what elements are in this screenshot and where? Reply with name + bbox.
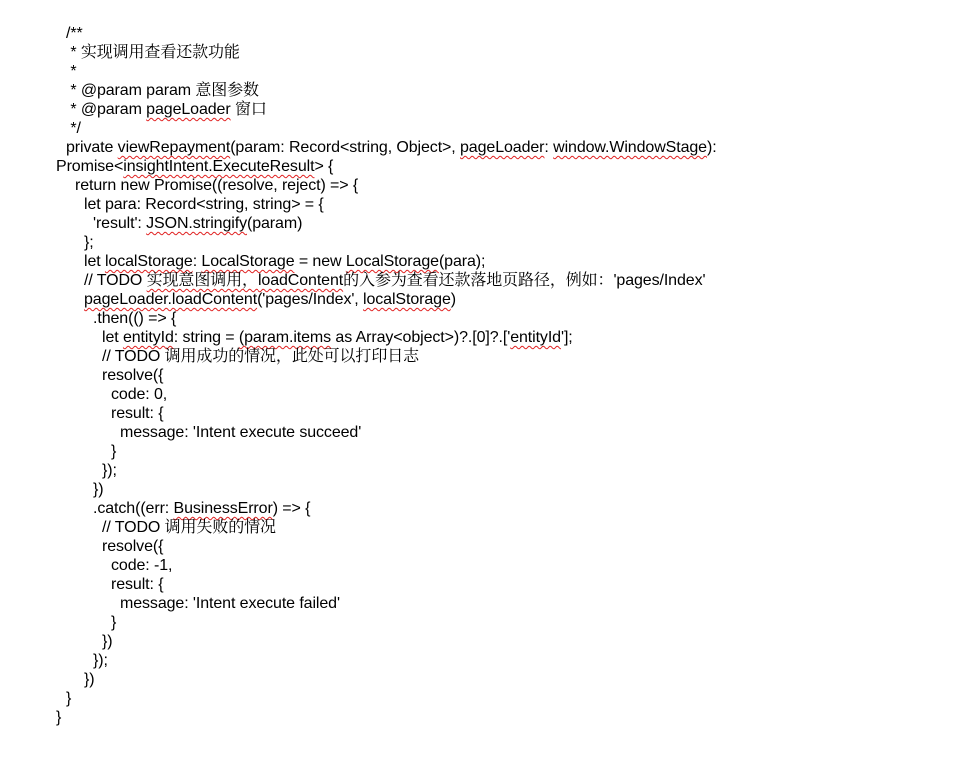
- code-text: ): [450, 291, 456, 308]
- code-text: */: [66, 120, 81, 137]
- code-line: [0, 670, 960, 689]
- spellcheck-flagged-text: pageLoader: [460, 139, 545, 156]
- code-text: :: [192, 253, 202, 270]
- code-text: }: [111, 443, 117, 460]
- code-text: message: 'Intent execute succeed': [120, 424, 362, 441]
- spellcheck-flagged-text: entityId: [122, 329, 174, 346]
- code-line: [0, 328, 960, 347]
- spellcheck-flagged-text: window.WindowStage: [553, 139, 707, 156]
- code-text: as Array<object>)?.[0]?.[': [331, 329, 511, 346]
- code-text: resolve({: [102, 538, 164, 555]
- code-line: [0, 119, 960, 138]
- spellcheck-flagged-text: LocalStorage: [201, 253, 295, 270]
- code-text: (param): [246, 215, 303, 232]
- spellcheck-flagged-text: LocalStorage: [345, 253, 439, 270]
- code-text: }: [56, 709, 62, 726]
- code-line: [0, 233, 960, 252]
- code-line: [0, 157, 960, 176]
- code-line: [0, 100, 960, 119]
- code-text: Promise<: [56, 158, 124, 175]
- code-line: [0, 81, 960, 100]
- code-text: (param: Record<string, Object>,: [230, 139, 460, 156]
- code-line: [0, 252, 960, 271]
- code-text: private: [66, 139, 118, 156]
- spellcheck-flagged-text: (param.items: [238, 329, 332, 346]
- code-text: let: [84, 253, 105, 270]
- code-line: [0, 689, 960, 708]
- code-text: 的入参为查看还款落地页路径，例如：'pages/Index': [343, 272, 706, 289]
- code-line: [0, 214, 960, 233]
- code-text: > {: [314, 158, 334, 175]
- spellcheck-flagged-text: BusinessError: [173, 500, 273, 517]
- code-text: ('pages/Index',: [257, 291, 363, 308]
- code-document: [0, 24, 960, 727]
- code-text: }: [111, 614, 117, 631]
- spellcheck-flagged-text: localStorage: [104, 253, 193, 270]
- spellcheck-flagged-text: pageLoader.loadContent: [84, 291, 258, 308]
- code-text: code: -1,: [111, 557, 173, 574]
- code-text: });: [93, 652, 108, 669]
- code-text: :: [544, 139, 554, 156]
- spellcheck-flagged-text: localStorage: [363, 291, 451, 308]
- code-text: .catch((err:: [93, 500, 174, 517]
- code-text: code: 0,: [111, 386, 168, 403]
- code-text: resolve({: [102, 367, 164, 384]
- code-text: };: [84, 234, 94, 251]
- code-text: ) => {: [272, 500, 311, 517]
- code-text: * 实现调用查看还款功能: [66, 44, 240, 61]
- spellcheck-flagged-text: loadContent: [257, 272, 344, 289]
- code-text: '];: [560, 329, 573, 346]
- code-line: [0, 43, 960, 62]
- code-line: [0, 461, 960, 480]
- spellcheck-flagged-text: entityId: [510, 329, 561, 346]
- code-line: [0, 366, 960, 385]
- code-text: }): [93, 481, 104, 498]
- code-text: }: [66, 690, 72, 707]
- code-text: ):: [706, 139, 717, 156]
- code-text: }): [102, 633, 113, 650]
- code-line: [0, 537, 960, 556]
- code-line: [0, 442, 960, 461]
- code-text: }): [84, 671, 95, 688]
- code-line: [0, 499, 960, 518]
- code-text: .then(() => {: [93, 310, 177, 327]
- code-line: [0, 651, 960, 670]
- spellcheck-flagged-text: pageLoader: [146, 101, 231, 118]
- code-line: [0, 708, 960, 727]
- code-line: [0, 404, 960, 423]
- code-line: [0, 518, 960, 537]
- code-text: let: [102, 329, 123, 346]
- code-line: [0, 271, 960, 290]
- code-text: : string =: [173, 329, 239, 346]
- code-line: [0, 138, 960, 157]
- code-line: [0, 556, 960, 575]
- code-line: [0, 385, 960, 404]
- code-text: result: {: [111, 576, 164, 593]
- code-line: [0, 575, 960, 594]
- spellcheck-flagged-text: JSON.stringify: [146, 215, 247, 232]
- code-line: [0, 195, 960, 214]
- code-text: result: {: [111, 405, 164, 422]
- code-line: [0, 176, 960, 195]
- spellcheck-flagged-text: insightIntent.ExecuteResult: [123, 158, 315, 175]
- code-line: [0, 632, 960, 651]
- code-text: let para: Record<string, string> = {: [84, 196, 324, 213]
- code-line: [0, 62, 960, 81]
- code-text: 窗口: [230, 101, 267, 118]
- code-line: [0, 290, 960, 309]
- code-text: * @param param 意图参数: [66, 82, 259, 99]
- code-text: (para);: [438, 253, 486, 270]
- code-line: [0, 309, 960, 328]
- code-line: [0, 347, 960, 366]
- code-line: [0, 480, 960, 499]
- code-text: * @param: [66, 101, 147, 118]
- code-line: [0, 594, 960, 613]
- code-line: [0, 423, 960, 442]
- code-text: // TODO: [84, 272, 147, 289]
- code-text: // TODO 调用失败的情况: [102, 519, 276, 536]
- code-line: [0, 613, 960, 632]
- code-text: = new: [294, 253, 346, 270]
- code-text: message: 'Intent execute failed': [120, 595, 340, 612]
- code-text: /**: [66, 25, 83, 42]
- spellcheck-flagged-text: 实现意图调用，: [146, 272, 258, 289]
- code-line: [0, 24, 960, 43]
- code-text: 'result':: [93, 215, 147, 232]
- spellcheck-flagged-text: viewRepayment: [117, 139, 231, 156]
- code-text: *: [66, 63, 77, 80]
- code-text: });: [102, 462, 117, 479]
- code-text: return new Promise((resolve, reject) => {: [75, 177, 359, 194]
- code-text: // TODO 调用成功的情况，此处可以打印日志: [102, 348, 420, 365]
